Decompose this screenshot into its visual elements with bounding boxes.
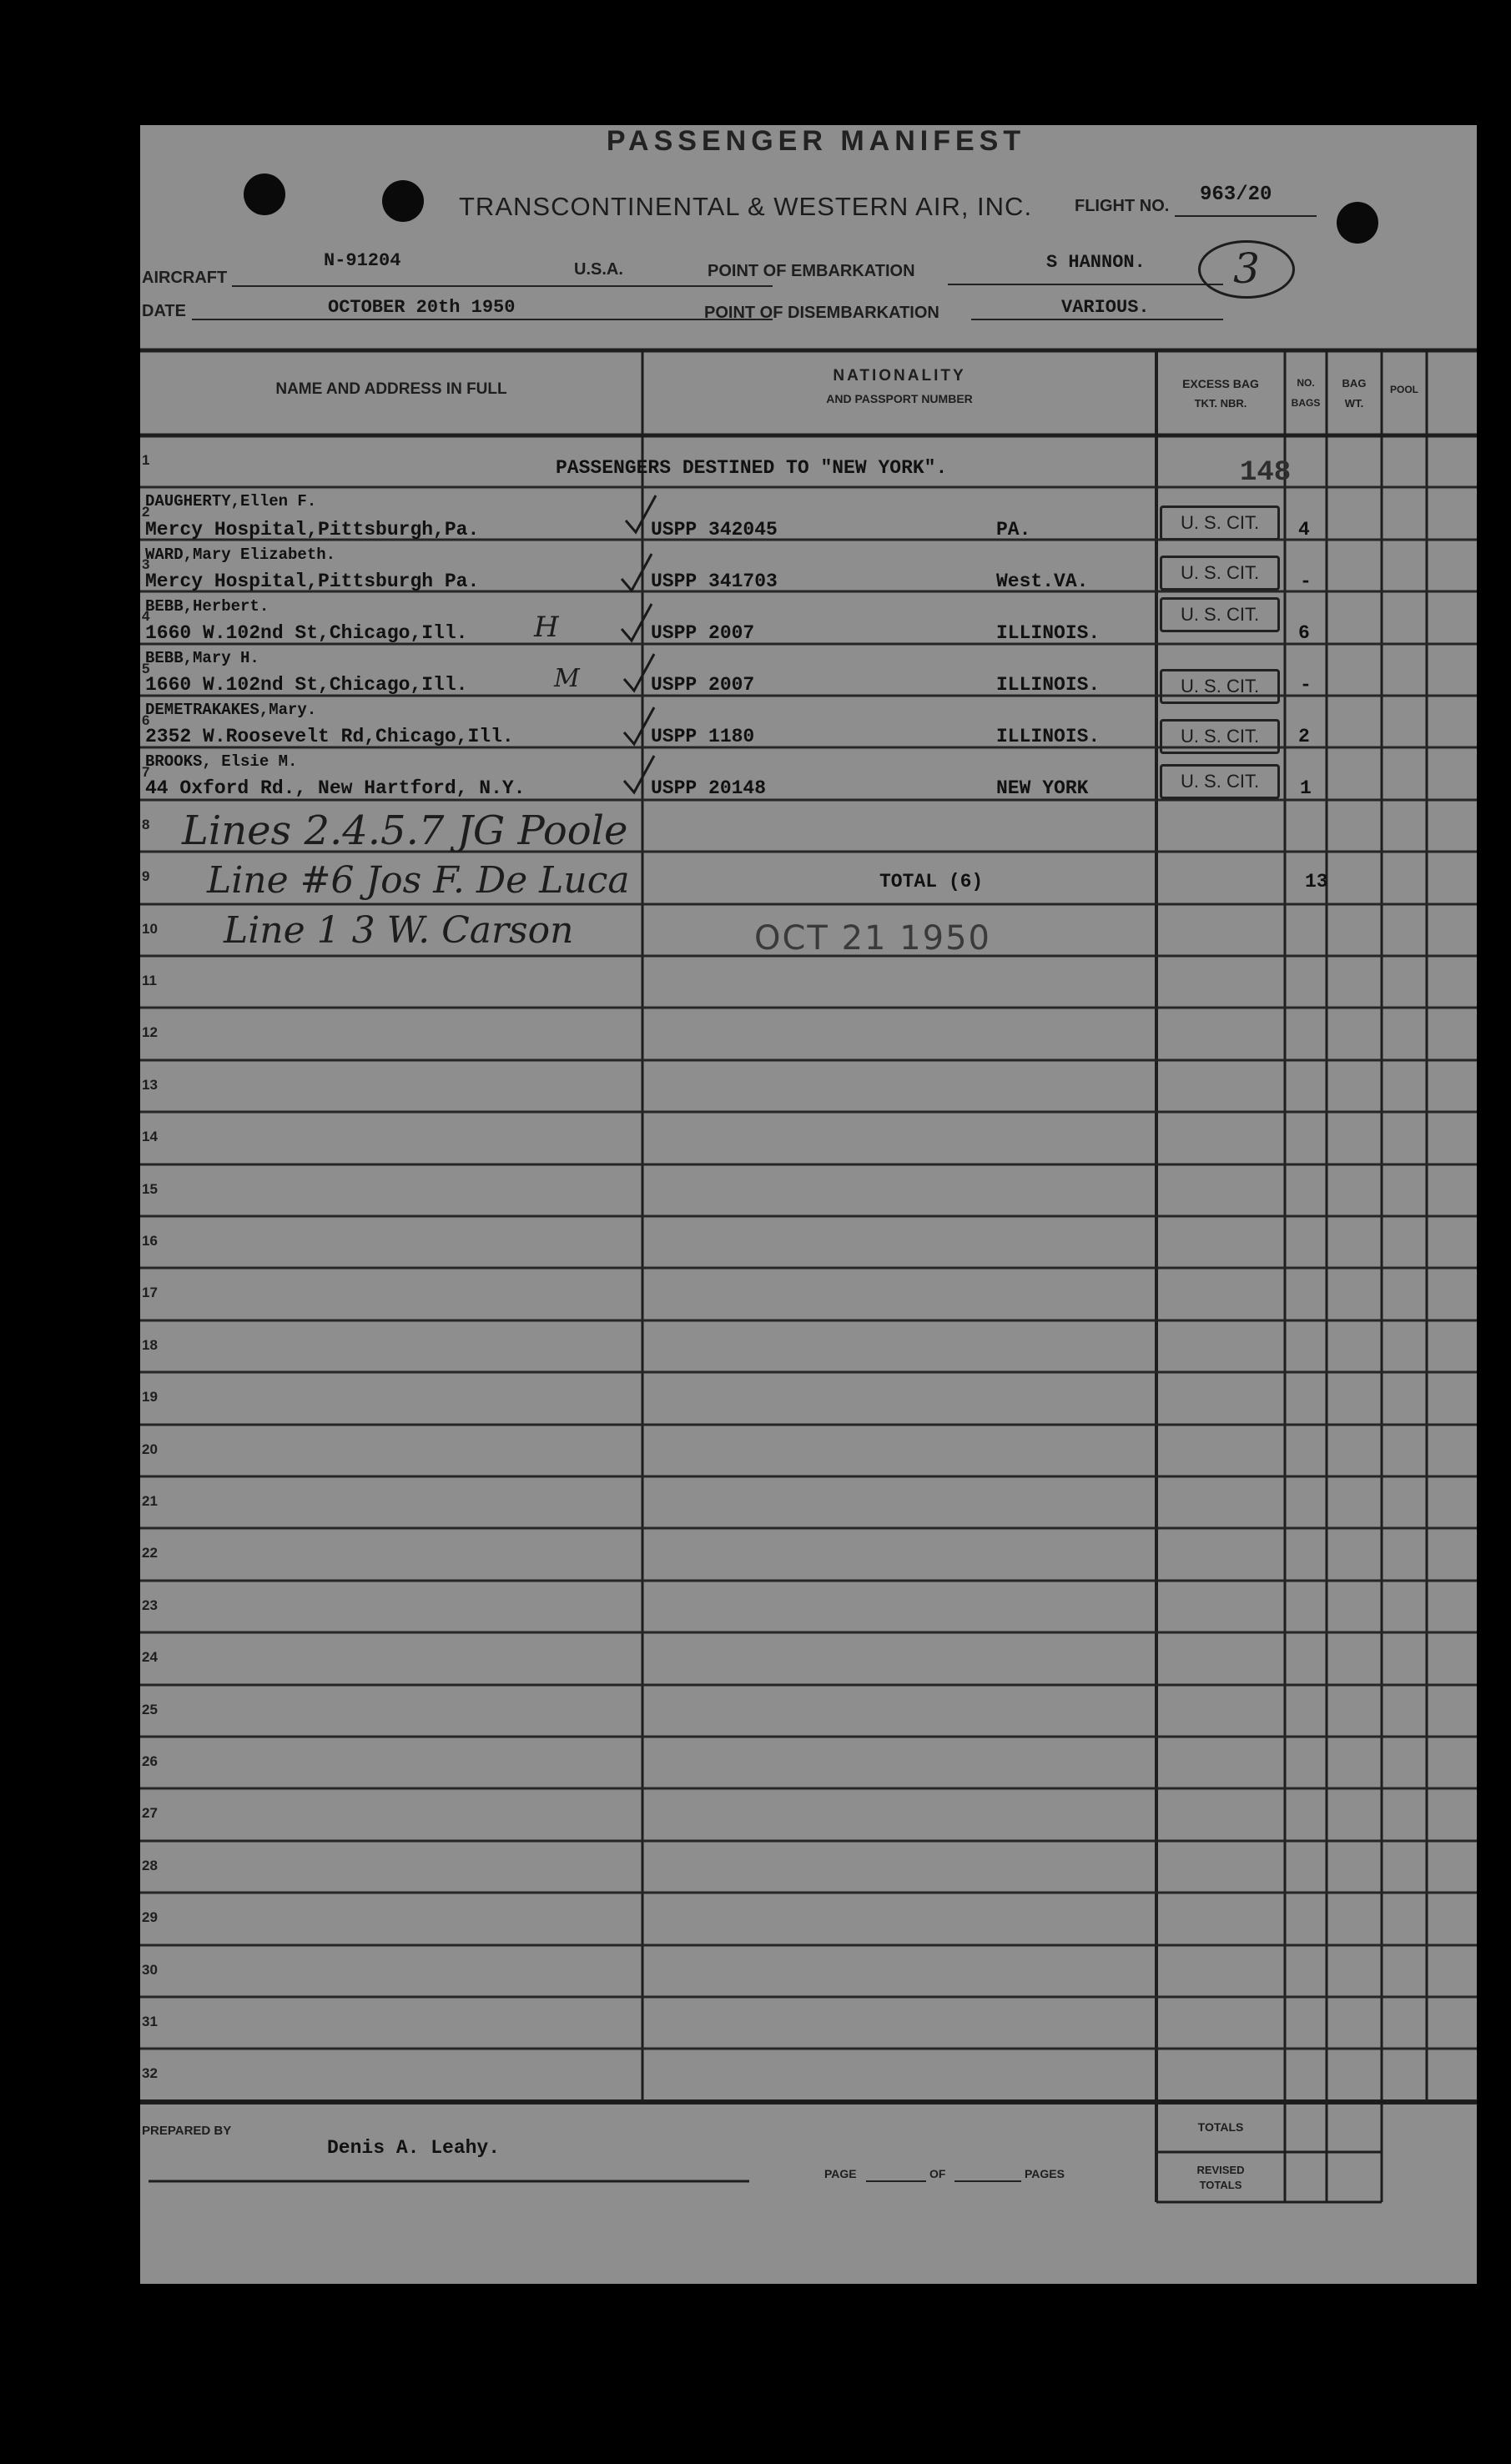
passenger-passport: USPP 20148 <box>651 777 767 799</box>
flight-no-value: 963/20 <box>1200 184 1272 206</box>
handwritten-mark: H <box>534 611 559 644</box>
passenger-address: 1660 W.102nd St,Chicago,Ill. <box>145 674 468 696</box>
manifest-sheet <box>140 125 1477 2284</box>
line-number: 22 <box>142 1545 158 1561</box>
column-header-weight: WT. <box>1344 397 1364 410</box>
line-number: 23 <box>142 1597 158 1613</box>
line-number: 9 <box>142 868 150 884</box>
citizenship-stamp: U. S. CIT. <box>1160 556 1280 591</box>
column-header-excess-bag: EXCESS BAG <box>1182 377 1259 390</box>
of-rule <box>954 2180 1021 2182</box>
citizenship-stamp: U. S. CIT. <box>1160 764 1280 799</box>
citizenship-stamp: U. S. CIT. <box>1160 505 1280 541</box>
handwritten-note-line-9: Line #6 Jos F. De Luca <box>207 859 630 902</box>
passenger-address: 1660 W.102nd St,Chicago,Ill. <box>145 622 468 644</box>
column-header-nationality: NATIONALITY <box>833 367 966 385</box>
line-number: 3 <box>142 556 150 572</box>
flight-no-label: FLIGHT NO. <box>1075 197 1170 215</box>
totals-label: TOTALS <box>1197 2120 1244 2134</box>
passenger-state: ILLINOIS. <box>996 674 1101 696</box>
passenger-name: BEBB,Herbert. <box>145 597 269 616</box>
aircraft-label: AIRCRAFT <box>142 269 228 287</box>
date-label: DATE <box>142 302 186 320</box>
passenger-bags: - <box>1300 571 1312 592</box>
passenger-bags: 4 <box>1298 519 1310 541</box>
passenger-name: BROOKS, Elsie M. <box>145 752 298 771</box>
embarkation-label: POINT OF EMBARKATION <box>708 262 915 280</box>
line-number: 16 <box>142 1233 158 1249</box>
passenger-address: Mercy Hospital,Pittsburgh,Pa. <box>145 519 480 541</box>
airline-name: TRANSCONTINENTAL & WESTERN AIR, INC. <box>459 192 1033 221</box>
line-number: 8 <box>142 817 150 832</box>
column-header-no-bags: NO. <box>1297 377 1315 389</box>
column-header-bag-weight: BAG <box>1342 377 1367 390</box>
passenger-address: 2352 W.Roosevelt Rd,Chicago,Ill. <box>145 726 514 747</box>
of-label: OF <box>929 2167 946 2180</box>
line-number: 20 <box>142 1441 158 1457</box>
line-number: 21 <box>142 1493 158 1509</box>
passenger-name: DEMETRAKAKES,Mary. <box>145 701 317 719</box>
circled-number-text: 3 <box>1233 244 1260 293</box>
line-number: 29 <box>142 1909 158 1925</box>
date-value: OCTOBER 20th 1950 <box>328 297 516 318</box>
line-number: 7 <box>142 764 150 780</box>
check-mark-icon <box>624 492 657 536</box>
destination-line: PASSENGERS DESTINED TO "NEW YORK". <box>556 457 948 479</box>
line-number: 19 <box>142 1389 158 1405</box>
page-label: PAGE <box>824 2167 857 2180</box>
line-number: 14 <box>142 1129 158 1144</box>
passenger-bags: 2 <box>1298 726 1310 747</box>
passenger-state: West.VA. <box>996 571 1089 592</box>
passenger-passport: USPP 342045 <box>651 519 778 541</box>
line-number: 13 <box>142 1077 158 1093</box>
check-mark-icon <box>622 704 656 747</box>
disembarkation-label: POINT OF DISEMBARKATION <box>704 304 939 322</box>
passenger-state: ILLINOIS. <box>996 622 1101 644</box>
line-number: 32 <box>142 2065 158 2081</box>
check-mark-icon <box>620 551 653 594</box>
handwritten-note-line-8: Lines 2.4.5.7 JG Poole <box>182 807 628 854</box>
aircraft-value: N-91204 <box>324 250 401 271</box>
disembarkation-value: VARIOUS. <box>1061 297 1150 318</box>
revised-totals-label: REVISED <box>1196 2164 1245 2176</box>
line-number: 11 <box>142 973 157 988</box>
pages-label: PAGES <box>1025 2167 1065 2180</box>
line-number: 27 <box>142 1805 158 1821</box>
column-header-passport: AND PASSPORT NUMBER <box>826 392 973 405</box>
prepared-by-label: PREPARED BY <box>142 2124 232 2138</box>
check-mark-icon <box>620 601 653 644</box>
passenger-name: WARD,Mary Elizabeth. <box>145 546 336 564</box>
column-header-pool: POOL <box>1389 384 1418 395</box>
revised-totals-label-2: TOTALS <box>1199 2179 1242 2191</box>
citizenship-stamp: U. S. CIT. <box>1160 719 1280 754</box>
passenger-bags: 1 <box>1300 777 1312 799</box>
line-number: 10 <box>142 921 158 937</box>
check-mark-icon <box>622 651 656 694</box>
line-number: 4 <box>142 608 150 624</box>
line-number: 26 <box>142 1753 158 1769</box>
line-number: 5 <box>142 661 150 676</box>
passenger-state: ILLINOIS. <box>996 726 1101 747</box>
passenger-passport: USPP 341703 <box>651 571 778 592</box>
handwritten-mark: M <box>554 664 580 693</box>
line-number: 25 <box>142 1702 158 1717</box>
page-title: PASSENGER MANIFEST <box>606 125 1026 157</box>
passenger-name: DAUGHERTY,Ellen F. <box>145 492 317 510</box>
passenger-passport: USPP 2007 <box>651 622 755 644</box>
country-label: U.S.A. <box>574 260 623 279</box>
column-header-bags: BAGS <box>1291 397 1321 409</box>
passenger-bags: 6 <box>1298 622 1310 644</box>
prepared-by-value: Denis A. Leahy. <box>327 2137 501 2159</box>
citizenship-stamp: U. S. CIT. <box>1160 669 1280 704</box>
citizenship-stamp: U. S. CIT. <box>1160 597 1280 632</box>
line-number: 30 <box>142 1962 158 1978</box>
passenger-name: BEBB,Mary H. <box>145 649 259 667</box>
table-grid <box>140 125 1477 2284</box>
total-label: TOTAL (6) <box>879 871 984 893</box>
passenger-address: Mercy Hospital,Pittsburgh Pa. <box>145 571 480 592</box>
line-number: 28 <box>142 1858 158 1873</box>
passenger-passport: USPP 2007 <box>651 674 755 696</box>
line-number: 15 <box>142 1181 158 1197</box>
column-header-ticket-number: TKT. NBR. <box>1194 397 1247 410</box>
check-mark-icon <box>622 752 656 796</box>
passenger-state: PA. <box>996 519 1031 541</box>
column-header-name: NAME AND ADDRESS IN FULL <box>275 380 507 398</box>
date-stamp: OCT 21 1950 <box>754 919 991 958</box>
total-bags: 13 <box>1305 871 1328 893</box>
line-number: 31 <box>142 2014 158 2029</box>
passenger-state: NEW YORK <box>996 777 1089 799</box>
line-1-number: 148 <box>1240 457 1292 489</box>
line-number: 17 <box>142 1285 158 1300</box>
passenger-address: 44 Oxford Rd., New Hartford, N.Y. <box>145 777 526 799</box>
line-number: 2 <box>142 504 150 520</box>
page-rule <box>866 2180 926 2182</box>
line-number: 12 <box>142 1024 158 1040</box>
line-number: 24 <box>142 1649 158 1665</box>
line-number: 6 <box>142 712 150 728</box>
line-number: 18 <box>142 1337 158 1353</box>
line-number: 1 <box>142 452 150 468</box>
passenger-passport: USPP 1180 <box>651 726 755 747</box>
embarkation-value: S HANNON. <box>1046 252 1146 273</box>
passenger-bags: - <box>1300 674 1312 696</box>
handwritten-note-line-10: Line 1 3 W. Carson <box>224 909 574 952</box>
